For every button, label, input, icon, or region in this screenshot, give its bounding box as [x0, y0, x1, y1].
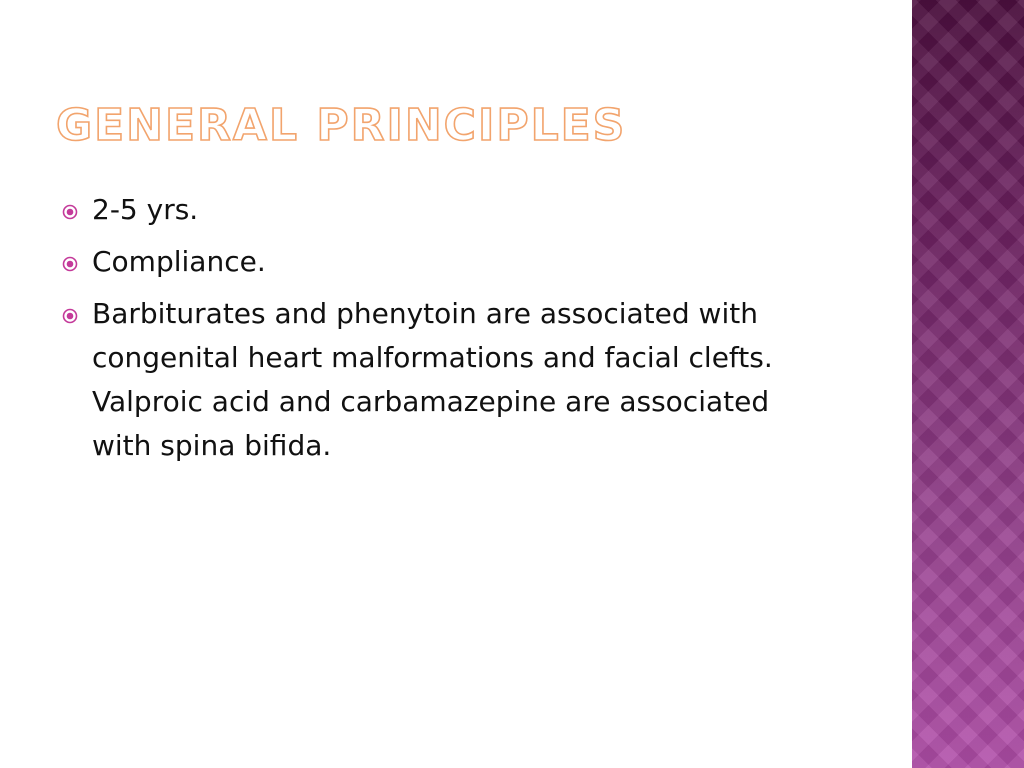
circle-dot-icon [62, 308, 78, 324]
list-item [60, 188, 820, 232]
bullet-text: Barbiturates and phenytoin are associated with congenital heart malformations and facial clefts. Valproic acid and carbamazepine are associated with spina bifida. [92, 297, 773, 462]
list-item [60, 240, 820, 284]
decorative-side-band [912, 0, 1024, 768]
bullet-text: Compliance. [92, 245, 266, 278]
list-item [60, 292, 820, 468]
circle-dot-icon [62, 256, 78, 272]
bullet-text: 2-5 yrs. [92, 193, 199, 226]
circle-dot-icon [62, 204, 78, 220]
slide-title: GENERAL PRINCIPLES [56, 100, 627, 151]
bullet-list [60, 188, 820, 476]
